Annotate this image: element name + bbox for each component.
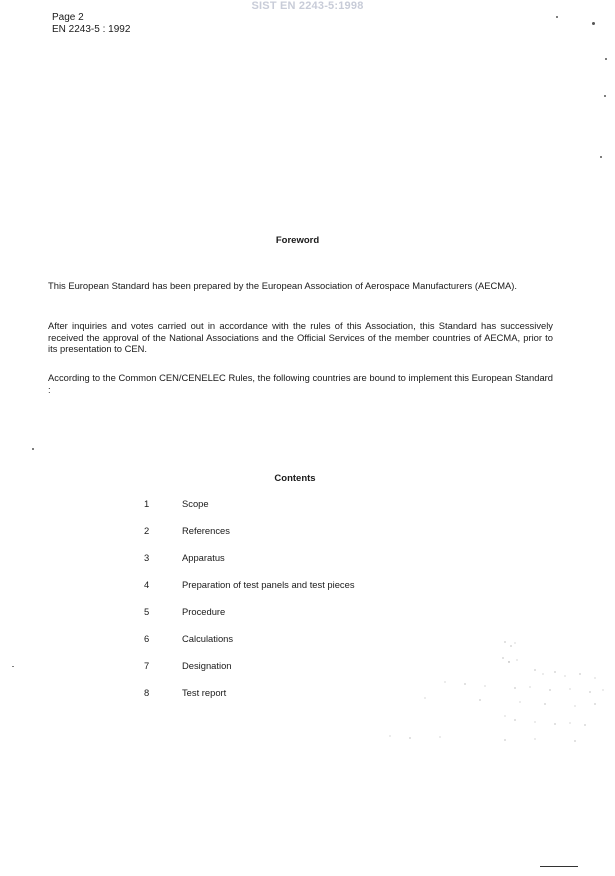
toc-item-number: 8 [144, 687, 150, 698]
toc-item [140, 525, 460, 552]
toc-item-title: Scope [182, 498, 209, 509]
toc-item-number: 6 [144, 633, 150, 644]
toc-item-number: 4 [144, 579, 150, 590]
scan-speck [556, 16, 558, 18]
scan-speck [604, 95, 606, 97]
toc-item [140, 579, 460, 606]
toc-item-number: 7 [144, 660, 150, 671]
toc-item-number: 2 [144, 525, 150, 536]
scan-speck [600, 156, 602, 158]
toc-item-title: References [182, 525, 230, 536]
toc-item-number: 5 [144, 606, 150, 617]
scan-speck [605, 58, 607, 60]
foreword-paragraph: This European Standard has been prepared by the European Association of Aerospace Manufacturers (AECMA). [48, 280, 518, 291]
toc-item-number: 3 [144, 552, 150, 563]
watermark: SIST EN 2243-5:1998 [251, 0, 364, 12]
toc-item [140, 498, 460, 525]
toc-item [140, 552, 460, 579]
toc-item-title: Preparation of test panels and test pieces [182, 579, 355, 590]
foreword-paragraph: After inquiries and votes carried out in accordance with the rules of this Association, this Standard has successively received the approval of the National Associations and the Official Services of the member countries of AECMA, prior to its presentation to CEN. [48, 320, 553, 354]
scan-noise [385, 640, 610, 750]
toc-item-title: Calculations [182, 633, 234, 644]
toc-item [140, 606, 460, 633]
scan-speck [32, 448, 34, 450]
toc-item-title: Procedure [182, 606, 226, 617]
contents-heading: Contents [274, 473, 316, 484]
toc-item-title: Designation [182, 660, 232, 671]
scan-speck [592, 22, 595, 25]
bottom-rule [540, 866, 578, 867]
scan-speck [12, 666, 14, 667]
toc-item-title: Test report [182, 687, 227, 698]
standard-reference: EN 2243-5 : 1992 [52, 24, 131, 35]
toc-item-number: 1 [144, 498, 150, 509]
foreword-heading: Foreword [275, 235, 320, 246]
page-header [52, 12, 130, 36]
foreword-paragraph: According to the Common CEN/CENELEC Rules, the following countries are bound to implement this European Standard : [48, 372, 553, 395]
toc-item-title: Apparatus [182, 552, 225, 563]
page-number: Page 2 [52, 12, 84, 23]
